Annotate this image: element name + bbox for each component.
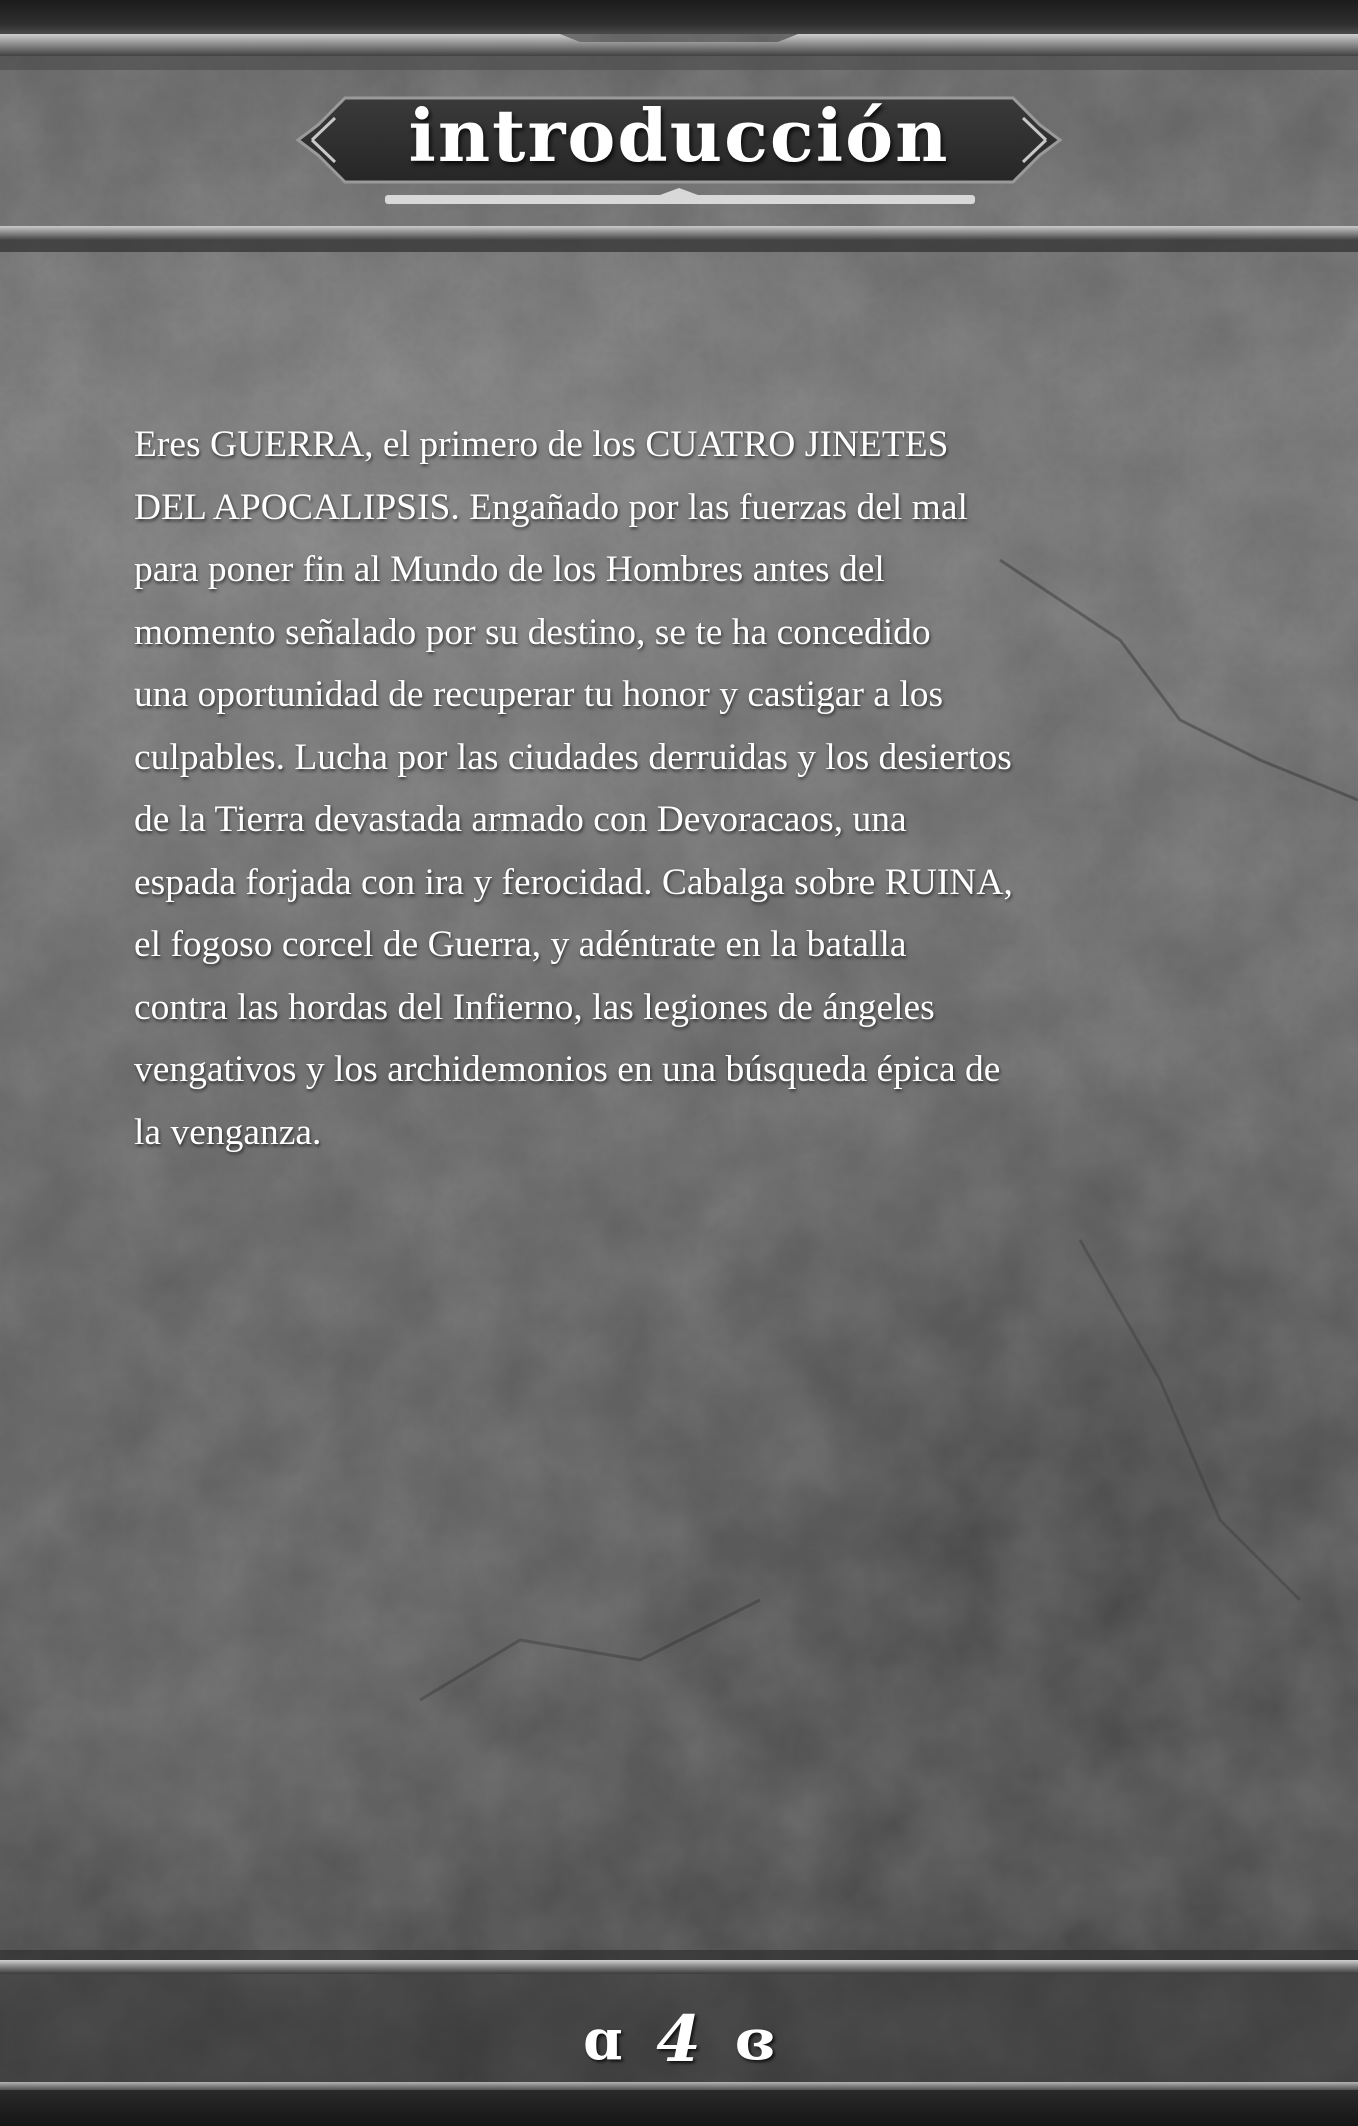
paragraph-line: espada forjada con ira y ferocidad. Cabalga sobre RUINA, [134,861,1013,903]
paragraph-line: para poner fin al Mundo de los Hombres antes del [134,549,885,590]
page-number: 4 [656,2002,701,2077]
scroll-flourish-right-icon: ɞ [734,2007,775,2073]
paragraph-line: vengativos y los archidemonios en una búsqueda épica de [134,1049,1001,1090]
paragraph-line: contra las hordas del Infierno, las legiones de ángeles [134,986,935,1028]
paragraph-line: la venganza. [134,1111,322,1153]
paragraph-line: DEL APOCALIPSIS. Engañado por las fuerzas del mal [134,486,968,528]
top-border-strip [0,0,1358,34]
paragraph-line: el fogoso corcel de Guerra, y adéntrate en la batalla [134,924,907,965]
scroll-flourish-left-icon: ɑ [583,2007,623,2073]
paragraph-line: Eres GUERRA, el primero de los CUATRO JINETES [134,424,949,465]
bottom-border-strip [0,2090,1358,2126]
paragraph-line: una oportunidad de recuperar tu honor y castigar a los [134,674,944,715]
page-title: introducción [408,93,950,178]
page-footer [0,2000,1358,2080]
paragraph-line: momento señalado por su destino, se te ha concedido [134,611,931,653]
paragraph-line: de la Tierra devastada armado con Devoracaos, una [134,799,907,840]
paragraph-line: culpables. Lucha por las ciudades derruidas y los desiertos [134,736,1012,778]
intro-paragraph [134,414,1244,1164]
